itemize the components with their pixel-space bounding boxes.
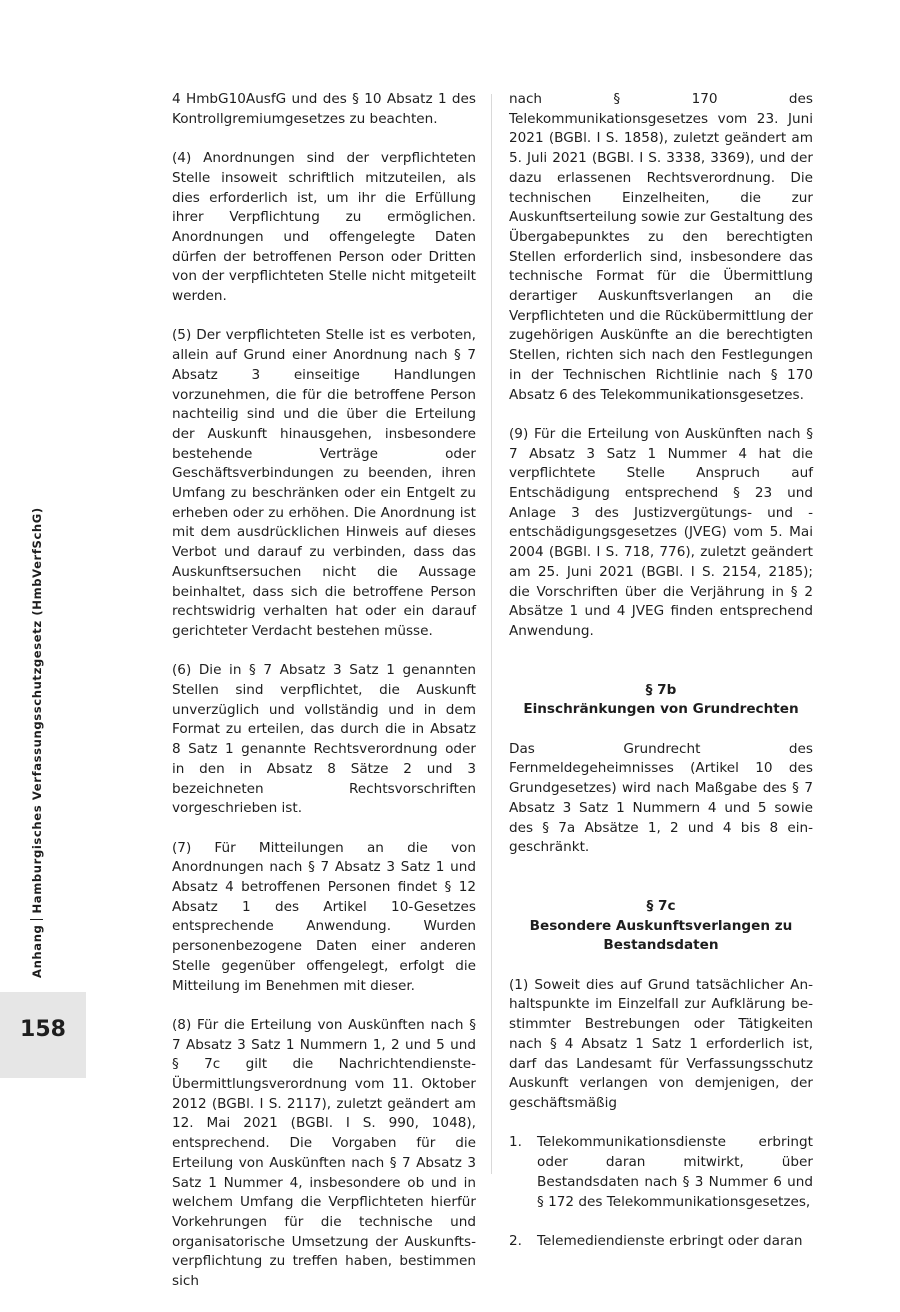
paragraph-intro: 4 HmbG10AusfG und des § 10 Absatz 1 des Kontrollgremiumgesetzes zu beachten.	[172, 91, 476, 127]
running-header-separator	[30, 919, 43, 920]
paragraph-8: (8) Für die Erteilung von Auskünften nach § 7 Absatz 3 Satz 1 Nummern 1, 2 und 5 und § 7c gilt die Nachrichtendienste-Übermittlungsverordnung vom 11. Oktober 2012 (BGBl. I S. 2117), zuletzt geändert am 12. Mai 2021 (BGBl. I S. 990, 1048), entsprechend. Die Vorgaben für die Erteilung von Auskünften nach § 7 Absatz 3 Satz 1 Nummer 4, insbesondere ob und in welchem Umfang die Verpflichteten hierfür Vorkehrungen für die technische und organisatorische Umsetzung der Auskunftsverpflichtung zu treffen haben, bestimmen sich	[172, 1016, 476, 1290]
paragraph-4: (4) Anordnungen sind der verpflichteten Stelle insoweit schriftlich mitzuteilen, als dies erforderlich ist, um ihr die Erfüllung ihrer Verpflichtung zu ermöglichen. Anordnungen und offengelegte Daten dürfen der betroffenen Person oder Dritten von der verpflichteten Stelle nicht mitgeteilt werden.	[172, 150, 476, 305]
section-7c-number: § 7c	[646, 897, 676, 914]
section-7c-heading	[509, 897, 813, 956]
paragraph-6: (6) Die in § 7 Absatz 3 Satz 1 genannten Stellen sind verpflichtet, die Auskunft unverzüglich und vollständig und in dem Format zu erteilen, das durch die in Absatz 8 Satz 1 genannte Rechtsverordnung oder in den in Absatz 8 Sätze 2 und 3 bezeichneten Rechtsvorschriften vorgeschrieben ist.	[172, 662, 476, 817]
list-item-text: Telemediendienste erbringt oder daran	[537, 1232, 803, 1249]
list-item-number: 2.	[509, 1232, 522, 1249]
running-header-section: Anhang	[30, 924, 44, 978]
section-7b-heading	[509, 681, 813, 720]
right-column	[509, 90, 813, 1271]
page-number-box	[0, 992, 86, 1078]
list-item-number: 1.	[509, 1134, 522, 1151]
left-column	[172, 90, 476, 1312]
page-number: 158	[20, 1017, 66, 1042]
section-7c-title-line-1: Besondere Auskunftsverlangen zu	[529, 917, 793, 934]
section-7c-title-line-2: Bestandsdaten	[603, 937, 719, 954]
section-7b-number: § 7b	[645, 681, 677, 698]
section-7c-paragraph-1: (1) Soweit dies auf Grund tatsächlicher Anhaltspunkte im Einzelfall zur Aufklärung bestimmter Bestrebungen oder Tätigkeiten nach § 4 Absatz 1 Satz 1 erforderlich ist, darf das Landesamt für Verfassungsschutz Auskunft verlangen von demjenigen, der geschäftsmäßig	[509, 976, 813, 1111]
paragraph-5: (5) Der verpflichteten Stelle ist es verboten, allein auf Grund einer Anordnung nach § 7 Absatz 3 einseitige Handlungen vorzunehmen, die für die betroffene Person nachteilig sind und die über die Erteilung der Auskunft hinausgehen, insbesondere bestehende Verträge oder Geschäftsverbindungen zu beenden, ihren Umfang zu beschränken oder ein Entgelt zu erheben oder zu erhöhen. Die Anordnung ist mit dem ausdrücklichen Hinweis auf dieses Verbot und darauf zu verbinden, dass das Auskunftsersuchen nicht die Aussage beinhaltet, dass sich die betroffene Person rechtswidrig verhalten hat oder ein darauf gerichteter Verdacht bestehen müsse.	[172, 327, 476, 639]
paragraph-7: (7) Für Mitteilungen an die von Anordnungen nach § 7 Absatz 3 Satz 1 und Absatz 4 betroffenen Personen findet § 12 Absatz 1 des Artikel 10-Gesetzes entsprechende Anwendung. Wurden personenbezogene Daten einer anderen Stelle gegenüber offengelegt, erfolgt die Mitteilung im Benehmen mit dieser.	[172, 839, 476, 994]
list-item	[509, 1133, 813, 1212]
paragraph-9: (9) Für die Erteilung von Auskünften nach § 7 Absatz 3 Satz 1 Nummer 4 hat die verpflichtete Stelle Anspruch auf Entschädigung entsprechend § 23 und Anlage 3 des Justizvergütungs- und -entschädigungsgesetzes (JVEG) vom 5. Mai 2004 (BGBl. I S. 718, 776), zuletzt geändert am 25. Juni 2021 (BGBl. I S. 2154, 2185); die Vorschriften über die Verjährung in § 2 Absätze 1 und 4 JVEG finden entsprechend Anwendung.	[509, 425, 813, 639]
section-7b-text: Das Grundrecht des Fernmeldegeheimnisses (Artikel 10 des Grundgesetzes) wird nach Maßgabe des § 7 Absatz 3 Satz 1 Nummern 4 und 5 sowie des § 7a Absätze 1, 2 und 4 bis 8 eingeschränkt.	[509, 740, 813, 856]
paragraph-8-continued: nach § 170 des Telekommunikationsgesetzes vom 23. Juni 2021 (BGBl. I S. 1858), zuletzt geändert am 5. Juli 2021 (BGBl. I S. 3338, 3369), und der dazu erlassenen Rechtsverordnung. Die technischen Einzelheiten, die zur Auskunftserteilung sowie zur Gestaltung des Übergabepunktes zu den berechtigten Stellen erforderlich sind, insbesondere das technische Format für die Übermittlung derartiger Auskunftsverlangen an die Verpflichteten und die Rückübermittlung der zugehörigen Auskünfte an die berechtigten Stellen, richten sich nach den Festlegungen in der Technischen Richtlinie nach § 170 Absatz 6 des Telekommunikationsgesetzes.	[509, 91, 813, 403]
list-item	[509, 1232, 813, 1252]
column-divider	[491, 94, 492, 1174]
running-header-title: Hamburgisches Verfassungsschutzgesetz (HmbVerfSchG)	[30, 507, 44, 914]
list-item-text: Telekommunikationsdienste erbringt oder daran mitwirkt, über Bestandsdaten nach § 3 Nummer 6 und § 172 des Telekommunikationsgesetzes,	[537, 1134, 813, 1210]
section-7b-title: Einschränkungen von Grundrechten	[523, 701, 799, 718]
running-header	[30, 507, 44, 978]
